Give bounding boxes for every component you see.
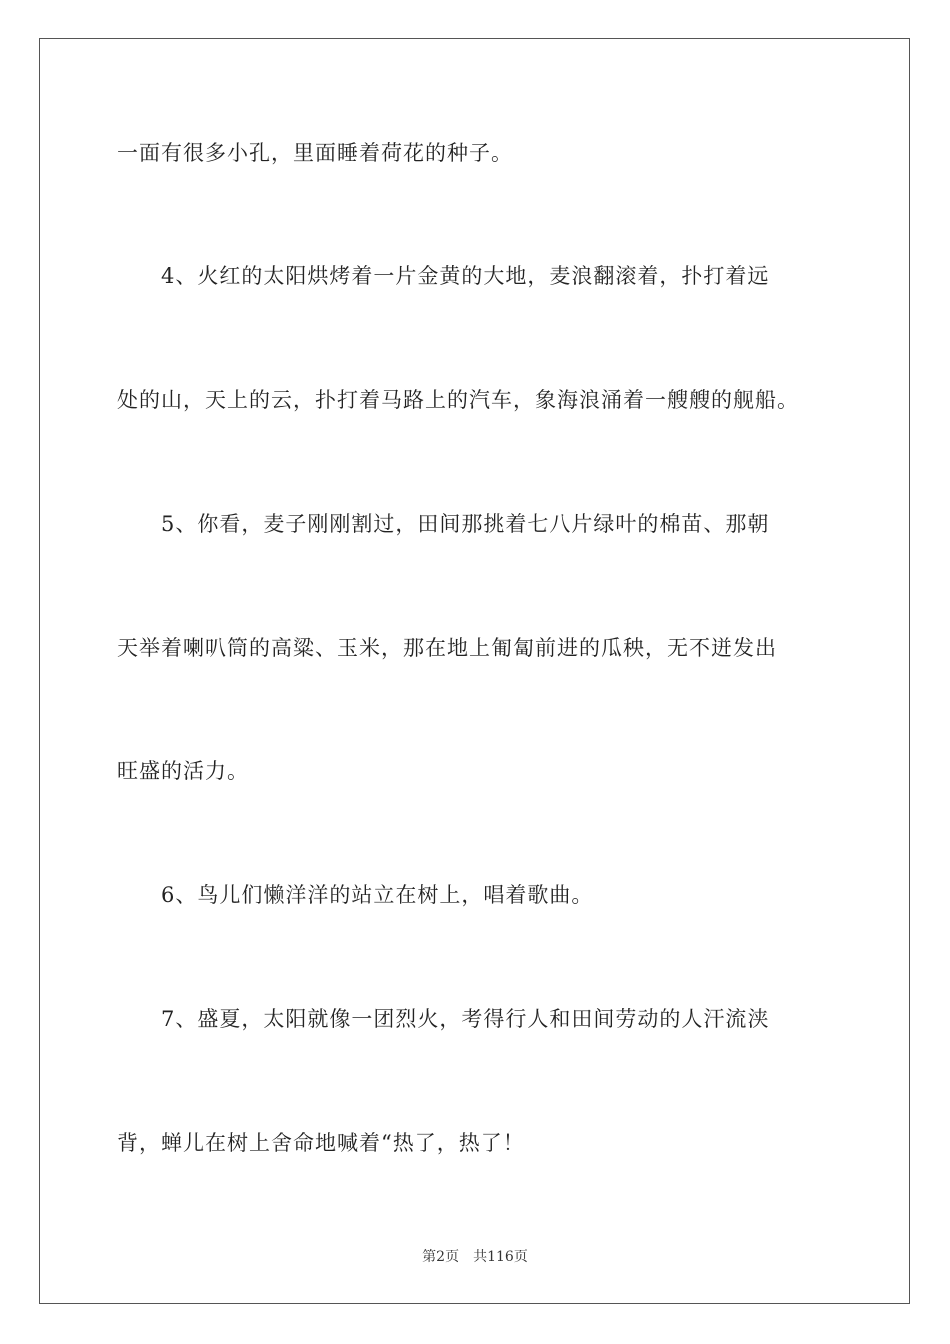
text-line-9: 背，蝉儿在树上舍命地喊着“热了，热了！ xyxy=(117,1131,525,1155)
text-line-1: 一面有很多小孔，里面睡着荷花的种子。 xyxy=(117,141,513,165)
page-footer xyxy=(0,1247,950,1267)
page-border xyxy=(39,38,910,1304)
page-number: 第2页 xyxy=(422,1249,460,1265)
text-line-5: 天举着喇叭筒的高粱、玉米，那在地上匍匐前进的瓜秧，无不迸发出 xyxy=(117,636,777,660)
text-line-6: 旺盛的活力。 xyxy=(117,759,249,783)
text-line-7: 6、鸟儿们懒洋洋的站立在树上，唱着歌曲。 xyxy=(161,883,594,907)
text-line-3: 处的山，天上的云，扑打着马路上的汽车，象海浪涌着一艘艘的舰船。 xyxy=(117,388,799,412)
text-line-8: 7、盛夏，太阳就像一团烈火，考得行人和田间劳动的人汗流浃 xyxy=(161,1007,770,1031)
page-total: 共116页 xyxy=(473,1249,528,1265)
text-line-4: 5、你看，麦子刚刚割过，田间那挑着七八片绿叶的棉苗、那朝 xyxy=(161,512,770,536)
text-line-2: 4、火红的太阳烘烤着一片金黄的大地，麦浪翻滚着，扑打着远 xyxy=(161,264,770,288)
